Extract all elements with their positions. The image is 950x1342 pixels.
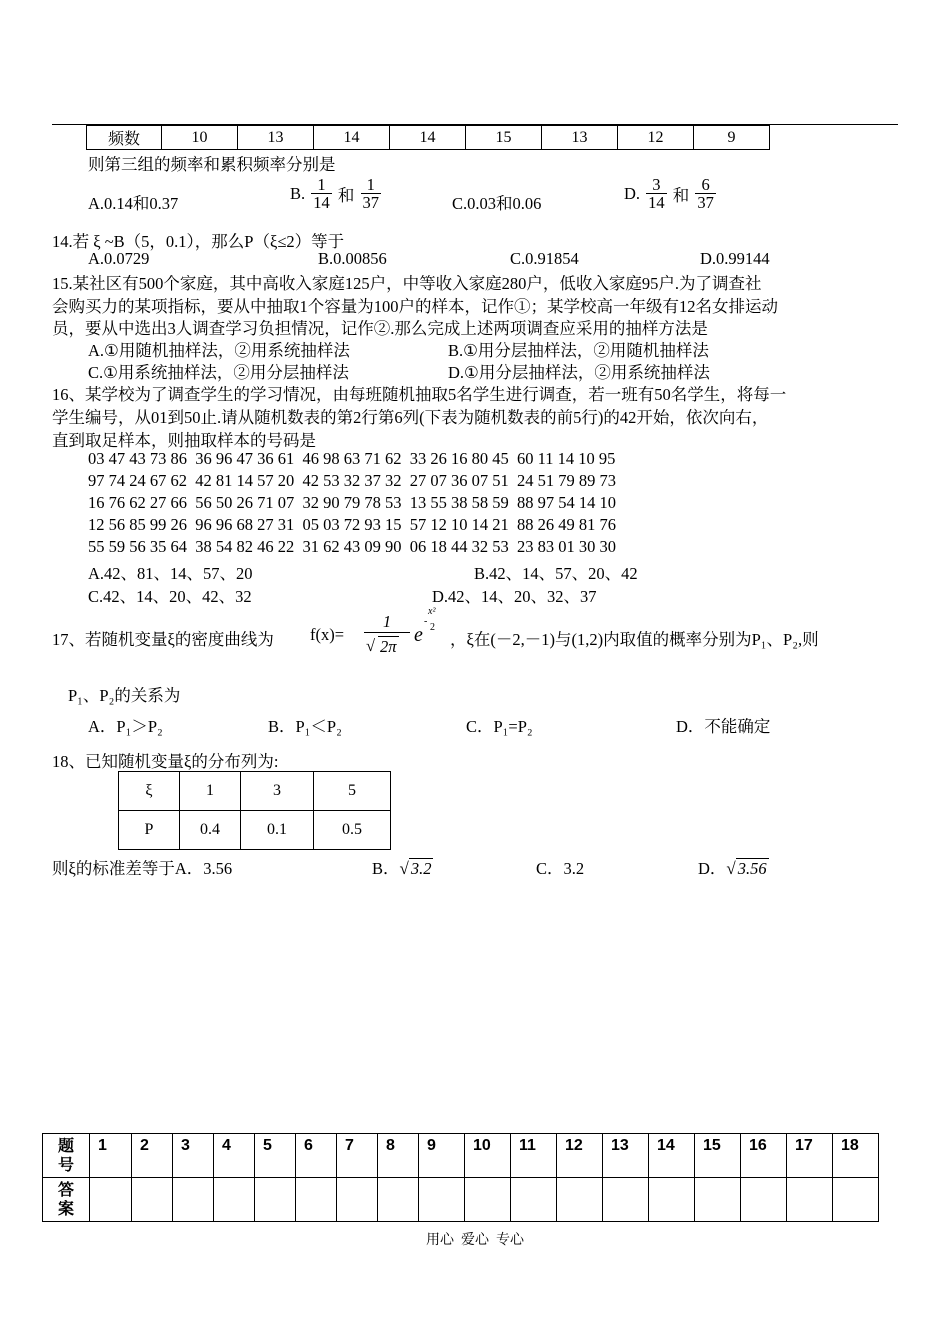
q17-line2: P₁、P₂的关系为 bbox=[68, 686, 181, 705]
fraction bbox=[695, 176, 716, 212]
freq-label: 频数 bbox=[87, 126, 162, 150]
q15-line3: 员，要从中选出3人调查学习负担情况，记作②.那么完成上述两项调查应采用的抽样方法是 bbox=[52, 319, 708, 338]
question-number-header bbox=[43, 1134, 90, 1178]
answer-cell[interactable] bbox=[90, 1178, 132, 1222]
question-number: 11 bbox=[511, 1134, 557, 1178]
question-number: 3 bbox=[173, 1134, 214, 1178]
and-text: 和 bbox=[672, 185, 690, 205]
q18-b-prefix: B． bbox=[372, 859, 400, 878]
sqrt-radicand: 3.2 bbox=[410, 859, 432, 878]
fraction bbox=[361, 176, 382, 212]
answer-header bbox=[43, 1178, 90, 1222]
answer-cell[interactable] bbox=[833, 1178, 879, 1222]
freq-cell: 15 bbox=[466, 126, 542, 150]
fraction-numerator: 1 bbox=[364, 612, 410, 633]
answer-cell[interactable] bbox=[419, 1178, 465, 1222]
question-number: 5 bbox=[255, 1134, 296, 1178]
freq-cell: 14 bbox=[314, 126, 390, 150]
sqrt-radicand: 2π bbox=[380, 637, 397, 656]
question-number: 4 bbox=[214, 1134, 255, 1178]
q14-stem: 14.若 ξ ~B（5，0.1），那么P（ξ≤2）等于 bbox=[52, 232, 345, 251]
random-number-row: 16 76 62 27 66 56 50 26 71 07 32 90 79 78 53 13 55 38 58 59 88 97 54 14 10 bbox=[88, 493, 616, 512]
question-number: 16 bbox=[741, 1134, 787, 1178]
q13-option-b bbox=[290, 176, 383, 212]
question-number: 13 bbox=[603, 1134, 649, 1178]
random-number-row: 03 47 43 73 86 36 96 47 36 61 46 98 63 71 62 33 26 16 80 45 60 11 14 10 95 bbox=[88, 449, 616, 468]
answer-cell[interactable] bbox=[465, 1178, 511, 1222]
question-number: 10 bbox=[465, 1134, 511, 1178]
denominator: 37 bbox=[362, 193, 380, 213]
exp-minus: - bbox=[424, 616, 428, 627]
q16-option-d: D.42、14、20、32、37 bbox=[432, 587, 597, 606]
freq-cell: 13 bbox=[238, 126, 314, 150]
question-number: 6 bbox=[296, 1134, 337, 1178]
fraction bbox=[646, 176, 667, 212]
freq-cell: 12 bbox=[618, 126, 694, 150]
q18-option-b bbox=[372, 855, 433, 879]
answer-cell[interactable] bbox=[557, 1178, 603, 1222]
answer-cell[interactable] bbox=[173, 1178, 214, 1222]
question-number: 14 bbox=[649, 1134, 695, 1178]
answer-cell[interactable] bbox=[695, 1178, 741, 1222]
q14-option-a: A.0.0729 bbox=[88, 249, 150, 268]
random-number-row: 12 56 85 99 26 96 96 68 27 31 05 03 72 93 15 57 12 10 14 21 88 26 49 81 76 bbox=[88, 515, 616, 534]
dist-cell: 5 bbox=[314, 772, 391, 811]
exp-numerator: x² bbox=[428, 606, 436, 617]
header-label: 答案 bbox=[57, 1181, 74, 1218]
numerator: 1 bbox=[311, 176, 332, 194]
question-number: 1 bbox=[90, 1134, 132, 1178]
dist-cell: 3 bbox=[241, 772, 314, 811]
q13-d-prefix: D. bbox=[624, 183, 641, 203]
answer-table bbox=[42, 1133, 879, 1222]
q18-option-d bbox=[698, 855, 769, 879]
q17-option-d: D．不能确定 bbox=[676, 717, 771, 736]
q17-prefix: 17、若随机变量ξ的密度曲线为 bbox=[52, 630, 274, 649]
q16-line1: 16、某学校为了调查学生的学习情况，由每班随机抽取5名学生进行调查，若一班有50名学生，将每一 bbox=[52, 385, 787, 404]
page-footer: 用心 爱心 专心 bbox=[426, 1233, 524, 1248]
q16-line3: 直到取足样本，则抽取样本的号码是 bbox=[52, 431, 316, 450]
answer-cell[interactable] bbox=[649, 1178, 695, 1222]
freq-cell: 9 bbox=[694, 126, 770, 150]
denominator: 14 bbox=[648, 193, 665, 213]
answer-cell[interactable] bbox=[603, 1178, 649, 1222]
random-number-row: 97 74 24 67 62 42 81 14 57 20 42 53 32 37 32 27 07 36 07 51 24 51 79 89 73 bbox=[88, 471, 616, 490]
dist-cell: ξ bbox=[119, 772, 180, 811]
numerator: 6 bbox=[695, 176, 716, 194]
q13-option-c: C.0.03和0.06 bbox=[452, 194, 542, 213]
frequency-table bbox=[86, 125, 770, 150]
freq-cell: 13 bbox=[542, 126, 618, 150]
q15-option-d: D.①用分层抽样法，②用系统抽样法 bbox=[448, 363, 710, 382]
q15-option-b: B.①用分层抽样法，②用随机抽样法 bbox=[448, 341, 709, 360]
q14-option-c: C.0.91854 bbox=[510, 249, 579, 268]
q17-option-b: B．P₁＜P₂ bbox=[268, 717, 342, 736]
q17-option-c: C．P₁=P₂ bbox=[466, 717, 533, 736]
q17-option-a: A．P₁＞P₂ bbox=[88, 717, 163, 736]
q13-option-d bbox=[624, 176, 718, 212]
sqrt-symbol: √ bbox=[399, 859, 409, 878]
fraction bbox=[311, 176, 332, 212]
dist-cell: 1 bbox=[180, 772, 241, 811]
question-number: 18 bbox=[833, 1134, 879, 1178]
answer-cell[interactable] bbox=[787, 1178, 833, 1222]
random-number-row: 55 59 56 35 64 38 54 82 46 22 31 62 43 09 90 06 18 44 32 53 23 83 01 30 30 bbox=[88, 537, 616, 556]
question-number: 17 bbox=[787, 1134, 833, 1178]
q18-ask: 则ξ的标准差等于A．3.56 bbox=[52, 859, 233, 878]
q16-option-a: A.42、81、14、57、20 bbox=[88, 564, 253, 583]
answer-cell[interactable] bbox=[214, 1178, 255, 1222]
q16-line2: 学生编号，从01到50止.请从随机数表的第2行第6列(下表为随机数表的前5行)的42开始，依次向右， bbox=[52, 408, 769, 427]
freq-cell: 14 bbox=[390, 126, 466, 150]
answer-cell[interactable] bbox=[378, 1178, 419, 1222]
dist-cell: P bbox=[119, 811, 180, 850]
q16-option-c: C.42、14、20、42、32 bbox=[88, 587, 252, 606]
q15-line2: 会购买力的某项指标，要从中抽取1个容量为100户的样本，记作①；某学校高一年级有12名女排运动 bbox=[52, 297, 778, 316]
q15-option-a: A.①用随机抽样法，②用系统抽样法 bbox=[88, 341, 350, 360]
question-number: 7 bbox=[337, 1134, 378, 1178]
q13-b-prefix: B. bbox=[290, 183, 306, 203]
answer-cell[interactable] bbox=[337, 1178, 378, 1222]
q15-line1: 15.某社区有500个家庭，其中高收入家庭125户，中等收入家庭280户，低收入家庭95户.为了调查社 bbox=[52, 274, 762, 293]
q14-option-b: B.0.00856 bbox=[318, 249, 387, 268]
and-text: 和 bbox=[337, 185, 355, 205]
exp-denominator: 2 bbox=[430, 622, 435, 633]
question-number: 15 bbox=[695, 1134, 741, 1178]
q13-option-a: A.0.14和0.37 bbox=[88, 194, 179, 213]
fx-label: f(x)= bbox=[310, 625, 345, 644]
q18-d-prefix: D． bbox=[698, 859, 727, 878]
q17-suffix: ，ξ在(－2,－1)与(1,2)内取值的概率分别为P₁、P₂,则 bbox=[450, 630, 819, 649]
question-number: 2 bbox=[132, 1134, 173, 1178]
freq-cell: 10 bbox=[162, 126, 238, 150]
dist-cell: 0.4 bbox=[180, 811, 241, 850]
answer-cell[interactable] bbox=[741, 1178, 787, 1222]
euler-e: e bbox=[414, 624, 423, 646]
header-label: 题号 bbox=[57, 1137, 74, 1174]
distribution-table bbox=[118, 771, 391, 850]
q16-option-b: B.42、14、57、20、42 bbox=[474, 564, 638, 583]
sqrt-symbol: √ bbox=[726, 859, 736, 878]
answer-cell[interactable] bbox=[132, 1178, 173, 1222]
question-number: 12 bbox=[557, 1134, 603, 1178]
question-number: 8 bbox=[378, 1134, 419, 1178]
numerator: 1 bbox=[361, 176, 382, 194]
sqrt-radicand: 3.56 bbox=[737, 859, 767, 878]
denominator: 37 bbox=[697, 193, 714, 213]
answer-cell[interactable] bbox=[511, 1178, 557, 1222]
sqrt-symbol: √ bbox=[366, 636, 376, 655]
q18-stem: 18、已知随机变量ξ的分布列为: bbox=[52, 752, 279, 771]
question-number: 9 bbox=[419, 1134, 465, 1178]
dist-cell: 0.1 bbox=[241, 811, 314, 850]
q18-option-c: C．3.2 bbox=[536, 859, 585, 878]
answer-cell[interactable] bbox=[296, 1178, 337, 1222]
dist-cell: 0.5 bbox=[314, 811, 391, 850]
numerator: 3 bbox=[646, 176, 667, 194]
q15-option-c: C.①用系统抽样法，②用分层抽样法 bbox=[88, 363, 349, 382]
denominator: 14 bbox=[313, 193, 330, 213]
answer-cell[interactable] bbox=[255, 1178, 296, 1222]
q13-stem: 则第三组的频率和累积频率分别是 bbox=[88, 155, 336, 174]
q14-option-d: D.0.99144 bbox=[700, 249, 770, 268]
